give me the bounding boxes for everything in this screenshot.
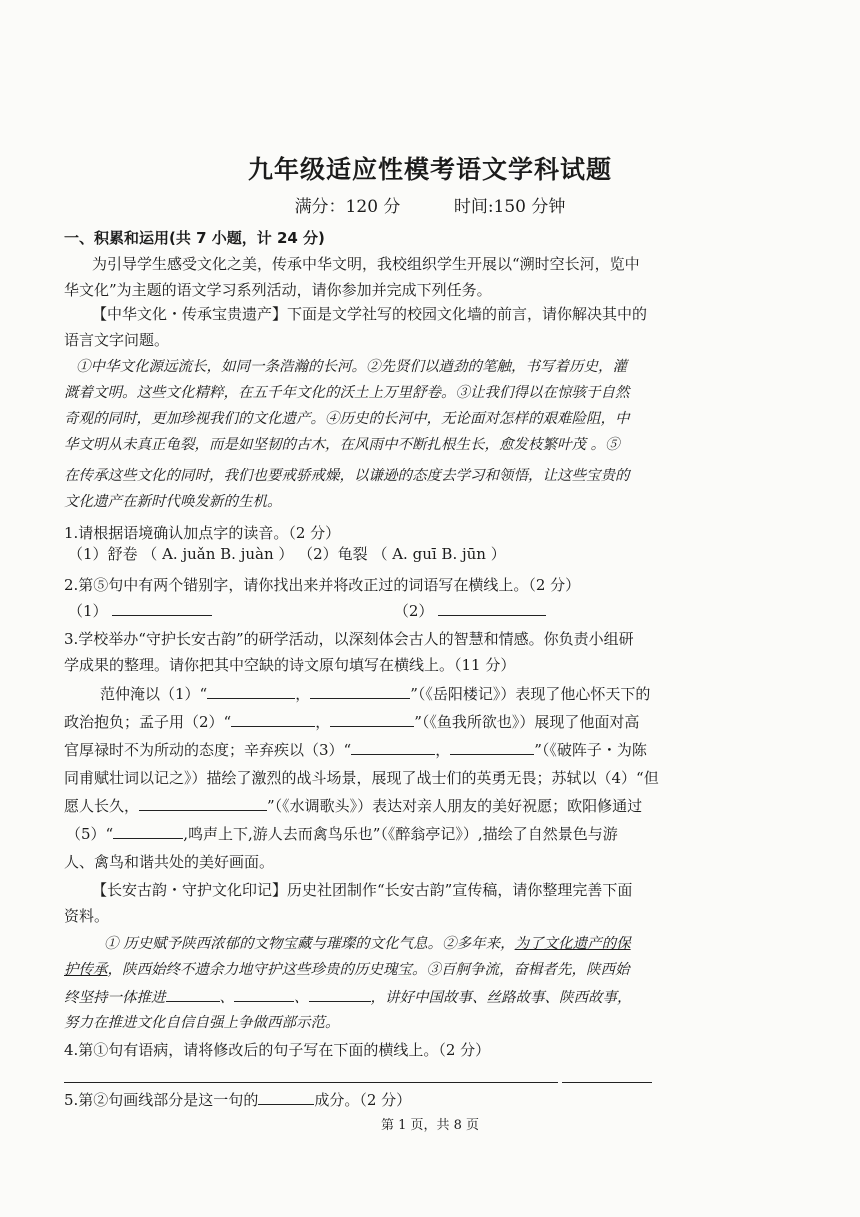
passage2-blank[interactable] <box>309 987 371 1002</box>
exam-meta <box>0 192 860 217</box>
q3-fill-line-5 <box>64 796 642 816</box>
q3-blank[interactable] <box>231 712 315 727</box>
task2-line-1: 【长安古韵・守护文化印记】历史社团制作“长安古韵”宣传稿，请你整理完善下面 <box>92 881 633 899</box>
question-3-line-1: 3.学校举办“守护长安古韵”的研学活动，以深刻体会古人的智慧和情感。你负责小组研 <box>64 630 634 648</box>
q3-fill-line-6 <box>66 824 618 844</box>
passage1-line: 溉着文明。这些文化精粹，在五千年文化的沃土上万里舒卷。③让我们得以在惊骇于自然 <box>64 385 630 401</box>
page-footer: 第 1 页，共 8 页 <box>380 1118 480 1133</box>
exam-title: 九年级适应性模考语文学科试题 <box>247 155 612 184</box>
question-4: 4.第①句有语病，请将修改后的句子写在下面的横线上。（2 分） <box>64 1041 491 1059</box>
task1-line-1: 【中华文化・传承宝贵遗产】下面是文学社写的校园文化墙的前言，请你解决其中的 <box>92 305 648 323</box>
passage2-blank[interactable] <box>166 987 220 1002</box>
q2-label-1: （1） <box>68 602 108 620</box>
passage2-line-4: 努力在推进文化自信自强上争做西部示范。 <box>64 1015 340 1031</box>
question-1: 1.请根据语境确认加点字的读音。（2 分） <box>64 524 341 542</box>
q3-blank[interactable] <box>113 824 183 839</box>
q3-blank[interactable] <box>139 796 267 811</box>
q3-text: 愿人长久， <box>64 797 140 815</box>
q5-text: 5.第②句画线部分是这一句的 <box>64 1091 259 1109</box>
q3-fill-line-2: 政治抱负；孟子用（2）“ ， ”（《鱼我所欲也》）展现了他面对高 <box>64 713 640 731</box>
q3-text: ”（《鱼我所欲也》）展现了他面对高 <box>414 713 640 731</box>
q3-fill-line-1: 范仲淹以（1）“ ， ”（《岳阳楼记》）表现了他心怀天下的 <box>100 685 651 703</box>
question-2-answers <box>68 601 546 621</box>
passage1-line: 文化遗产在新时代唤发新的生机。 <box>64 494 282 510</box>
intro-line-2: 华文化”为主题的语文学习系列活动，请你参加并完成下列任务。 <box>64 281 492 299</box>
question-1-options: （1）舒卷 （ A. juǎn B. juàn ） （2）龟裂 （ A. guī B. jūn ） <box>68 545 506 563</box>
full-score: 满分：120 分 <box>294 197 401 217</box>
section-heading: 一、积累和运用(共 7 小题，计 24 分) <box>64 229 325 247</box>
question-5 <box>64 1090 411 1110</box>
task2-line-2: 资料。 <box>64 907 110 925</box>
question-2: 2.第⑤句中有两个错别字，请你找出来并将改正过的词语写在横线上。（2 分） <box>64 576 581 594</box>
passage2-blank[interactable] <box>234 987 294 1002</box>
passage2-line-2 <box>64 960 630 980</box>
underlined-phrase: 为了文化遗产的保 <box>514 936 631 952</box>
exam-time: 时间:150 分钟 <box>453 197 566 217</box>
q3-fill-line-7: 人、禽鸟和谐共处的美好画面。 <box>64 853 275 871</box>
q3-blank[interactable] <box>450 740 534 755</box>
q3-text: ”（《水调歌头》）表达对亲人朋友的美好祝愿；欧阳修通过 <box>267 797 643 815</box>
q3-text: （5）“ <box>66 825 114 843</box>
q2-label-2: （2） <box>393 602 434 620</box>
task1-line-2: 语言文字问题。 <box>64 331 170 349</box>
q2-blank-2[interactable] <box>438 601 546 616</box>
passage1-line: ①中华文化源远流长，如同一条浩瀚的长河。②先贤们以遒劲的笔触，书写着历史，灌 <box>76 359 627 375</box>
q3-text: ,鸣声上下,游人去而禽鸟乐也”（《醉翁亭记》）,描绘了自然景色与游 <box>183 825 618 843</box>
passage2-text: 终坚持一体推进 <box>64 990 166 1006</box>
q3-fill-line-4: 同甫赋壮词以记之》）描绘了激烈的战斗场景，展现了战士们的英勇无畏；苏轼以（4）“但 <box>64 769 659 787</box>
q3-blank[interactable] <box>351 740 435 755</box>
passage2-line-1 <box>104 934 631 954</box>
q3-blank[interactable] <box>207 684 295 699</box>
q3-text: ”（《破阵子・为陈 <box>534 741 647 759</box>
passage2-text: ，陕西始终不遗余力地守护这些珍贵的历史瑰宝。③百舸争流，奋楫者先，陕西始 <box>107 962 630 978</box>
passage1-line: 在传承这些文化的同时，我们也要戒骄戒燥，以谦逊的态度去学习和领悟，让这些宝贵的 <box>64 468 630 484</box>
passage2-text: ① 历史赋予陕西浓郁的文物宝藏与璀璨的文化气息。②多年来， <box>104 936 515 952</box>
q3-text: 政治抱负；孟子用（2）“ <box>64 713 232 731</box>
passage2-text: ，讲好中国故事、丝路故事、陕西故事， <box>370 990 632 1006</box>
q3-fill-line-3: 官厚禄时不为所动的态度；辛弃疾以（3）“ ， ”（《破阵子・为陈 <box>64 741 647 759</box>
q3-text: 范仲淹以（1）“ <box>100 685 208 703</box>
q3-blank[interactable] <box>330 712 414 727</box>
passage1-line: 奇观的同时，更加珍视我们的文化遗产。④历史的长河中，无论面对怎样的艰难险阻，中 <box>64 411 630 427</box>
intro-line-1: 为引导学生感受文化之美，传承中华文明，我校组织学生开展以“溯时空长河，览中 <box>92 255 640 273</box>
q3-text: 官厚禄时不为所动的态度；辛弃疾以（3）“ <box>64 741 352 759</box>
q5-text: 成分。（2 分） <box>314 1091 412 1109</box>
q3-text: ”（《岳阳楼记》）表现了他心怀天下的 <box>410 685 651 703</box>
q4-answer-line[interactable] <box>64 1082 558 1083</box>
passage1-line: 华文明从未真正龟裂，而是如坚韧的古木，在风雨中不断扎根生长，愈发枝繁叶茂 。⑤ <box>64 437 620 453</box>
underlined-phrase: 护传承 <box>64 962 108 978</box>
question-3-line-2: 学成果的整理。请你把其中空缺的诗文原句填写在横线上。（11 分） <box>64 656 516 674</box>
q2-blank-1[interactable] <box>112 601 212 616</box>
passage2-line-3: 终坚持一体推进 、 、 ，讲好中国故事、丝路故事、陕西故事， <box>64 987 632 1008</box>
q3-blank[interactable] <box>310 684 410 699</box>
q5-blank[interactable] <box>258 1090 314 1105</box>
q4-answer-line[interactable] <box>562 1082 652 1083</box>
